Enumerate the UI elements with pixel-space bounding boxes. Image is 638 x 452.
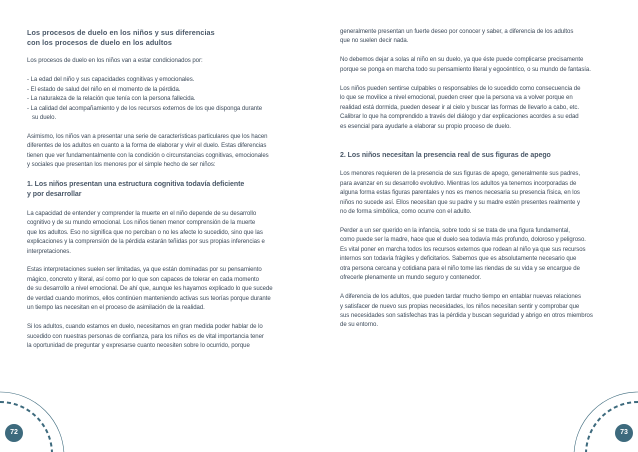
text-line: y satisfacer de nuevo sus propias necesidades, los niños necesitan sentir y comprobar que <box>340 303 580 310</box>
left-page-heading <box>27 28 305 48</box>
text-line: otra persona cercana y cotidiana para el niño tome las riendas de su vida y se encargue de <box>340 265 580 272</box>
text-line: interpretaciones. <box>27 248 71 255</box>
text-line: lo que se movilice a nivel emocional, pueden creer que la persona va a volver porque en <box>340 95 573 102</box>
paragraph <box>340 170 620 217</box>
thin-arc <box>0 392 64 452</box>
heading-line: Los procesos de duelo en los niños y sus diferencias <box>27 28 215 37</box>
text-line: no de forma simbólica, como ocurre con el adulto. <box>340 209 472 216</box>
text-line: Los niños pueden sentirse culpables o responsables de lo sucedido como consecuencia de <box>340 85 581 92</box>
bullet-list <box>27 76 305 123</box>
paragraph <box>340 85 620 132</box>
text-line: niños no sucede así. Ellos necesitan que su padre y su madre estén presentes realmente y <box>340 199 580 206</box>
text-line: Estas interpretaciones suelen ser limitadas, ya que están dominadas por su pensamiento <box>27 267 262 274</box>
page-number-left: 72 <box>5 424 23 442</box>
text-line: ofrecerle plenamente un mundo seguro y contenedor. <box>340 275 482 282</box>
text-line: es esencial para ayudarle a elaborar su propio proceso de duelo. <box>340 123 511 130</box>
list-item: - La calidad del acompañamiento y de los recursos externos de los que disponga durante <box>27 105 263 112</box>
text-line: que no suelen decir nada. <box>340 38 409 45</box>
text-line: tienen que ver fundamentalmente con la condición o circunstancias cognitivas, emocionales <box>27 152 269 159</box>
paragraph <box>340 293 620 331</box>
text-line: Asimismo, los niños van a presentar una serie de características particulares que los hacen <box>27 134 268 141</box>
text-line: explicaciones y la comprensión de la pérdida estarán teñidas por sus propias inferencias e <box>27 239 265 246</box>
text-line: mágico, concreto y literal, así como por lo que son capaces de tolerar en cada momento <box>27 276 259 283</box>
text-line: Es vital poner en marcha todos los recursos externos que rodean al niño ya que sus recursos <box>340 246 586 253</box>
text-line: de su entorno. <box>340 322 378 329</box>
paragraph <box>27 266 305 313</box>
text-line: como puede ser la madre, hace que el duelo sea todavía más profundo, doloroso y peligroso. <box>340 237 586 244</box>
text-line: un tiempo las necesitan en el proceso de asimilación de la realidad. <box>27 305 205 312</box>
text-line: la oportunidad de preguntar y expresarse cuanto necesiten sobre lo ocurrido, porque <box>27 343 250 350</box>
section-1-heading <box>27 180 305 200</box>
text-line: diferentes de los adultos en cuanto a la forma de elaborar y vivir el duelo. Estas diferencias <box>27 143 267 150</box>
text-line: generalmente presentan un fuerte deseo por conocer y saber, a diferencia de los adultos <box>340 29 574 35</box>
paragraph <box>27 133 305 171</box>
paragraph <box>27 210 305 257</box>
text-line: A diferencia de los adultos, que pueden tardar mucho tiempo en entablar nuevas relaciones <box>340 294 581 301</box>
text-line: realidad está dormida, pueden desear ir al cielo y buscar las formas de llevarlo a cabo, etc. <box>340 104 580 111</box>
heading-line: y por desarrollar <box>27 191 82 199</box>
text-line: Si los adultos, cuando estamos en duelo, necesitamos en gran medida poder hablar de lo <box>27 324 263 331</box>
paragraph <box>340 56 620 75</box>
paragraph <box>27 323 305 351</box>
text-line: sucedido con nuestras personas de confianza, para los niños es de vital importancia tener <box>27 333 264 340</box>
paragraph <box>340 227 620 284</box>
thin-arc <box>574 392 638 452</box>
page-number-right: 73 <box>615 424 633 442</box>
text-line: internos son todavía frágiles y deficitarios. Sabemos que es absolutamente necesario que <box>340 256 577 263</box>
list-item: - La edad del niño y sus capacidades cognitivas y emocionales. <box>27 77 195 84</box>
text-line: de verdad cuando morimos, ellos continúen manteniendo activas sus teorías porque durante <box>27 295 271 302</box>
list-item: su duelo. <box>32 115 57 122</box>
heading-line: 1. Los niños presentan una estructura cognitiva todavía deficiente <box>27 181 245 189</box>
text-line: La capacidad de entender y comprender la muerte en el niño depende de su desarrollo <box>27 210 257 217</box>
text-line: Perder a un ser querido en la infancia, sobre todo si se trata de una figura fundamental, <box>340 227 570 234</box>
heading-line: con los procesos de duelo en los adultos <box>27 38 172 47</box>
intro-text: Los procesos de duelo en los niños van a estar condicionados por: <box>27 58 203 65</box>
text-line: sus necesidades son satisfechas tras la pérdida y buscan seguridad y abrigo en otros miembros <box>340 313 593 320</box>
text-line: para avanzar en su desarrollo evolutivo. Mientras los adultos ya tenemos incorporadas de <box>340 180 577 187</box>
text-line: Calibrar lo que ha comprendido a través del diálogo y dar explicaciones acordes a su edad <box>340 114 579 121</box>
text-line: que los adultos. Eso no significa que no perciban o no les afecte lo sucedido, sino que las <box>27 229 263 236</box>
text-line: y sociales que presentan los menores por el simple hecho de ser niños: <box>27 162 216 169</box>
right-page-column <box>340 28 620 331</box>
text-line: de su desarrollo a nivel emocional. De ahí que, aunque les hayamos explicado lo que sucede <box>27 286 273 293</box>
text-line: No debemos dejar a solas al niño en su duelo, ya que éste puede complicarse precisamente <box>340 57 584 64</box>
text-line: alguna forma estas figuras parentales y nos es menos necesaria su presencia física, en los <box>340 190 580 197</box>
list-item: - La naturaleza de la relación que tenía con la persona fallecida. <box>27 96 196 103</box>
text-line: porque se ponga en marcha todo su pensamiento literal y egocéntrico, o su mundo de fantasía. <box>340 66 591 73</box>
paragraph <box>340 28 620 47</box>
text-line: cognitivo y de su mundo emocional. Los niños tienen menor comprensión de la muerte <box>27 220 256 227</box>
list-item: - El estado de salud del niño en el momento de la pérdida. <box>27 86 181 93</box>
left-page-column <box>27 28 305 351</box>
text-line: Los menores requieren de la presencia de sus figuras de apego, generalmente sus padres, <box>340 171 581 178</box>
section-2-heading: 2. Los niños necesitan la presencia real de sus figuras de apego <box>340 151 551 159</box>
